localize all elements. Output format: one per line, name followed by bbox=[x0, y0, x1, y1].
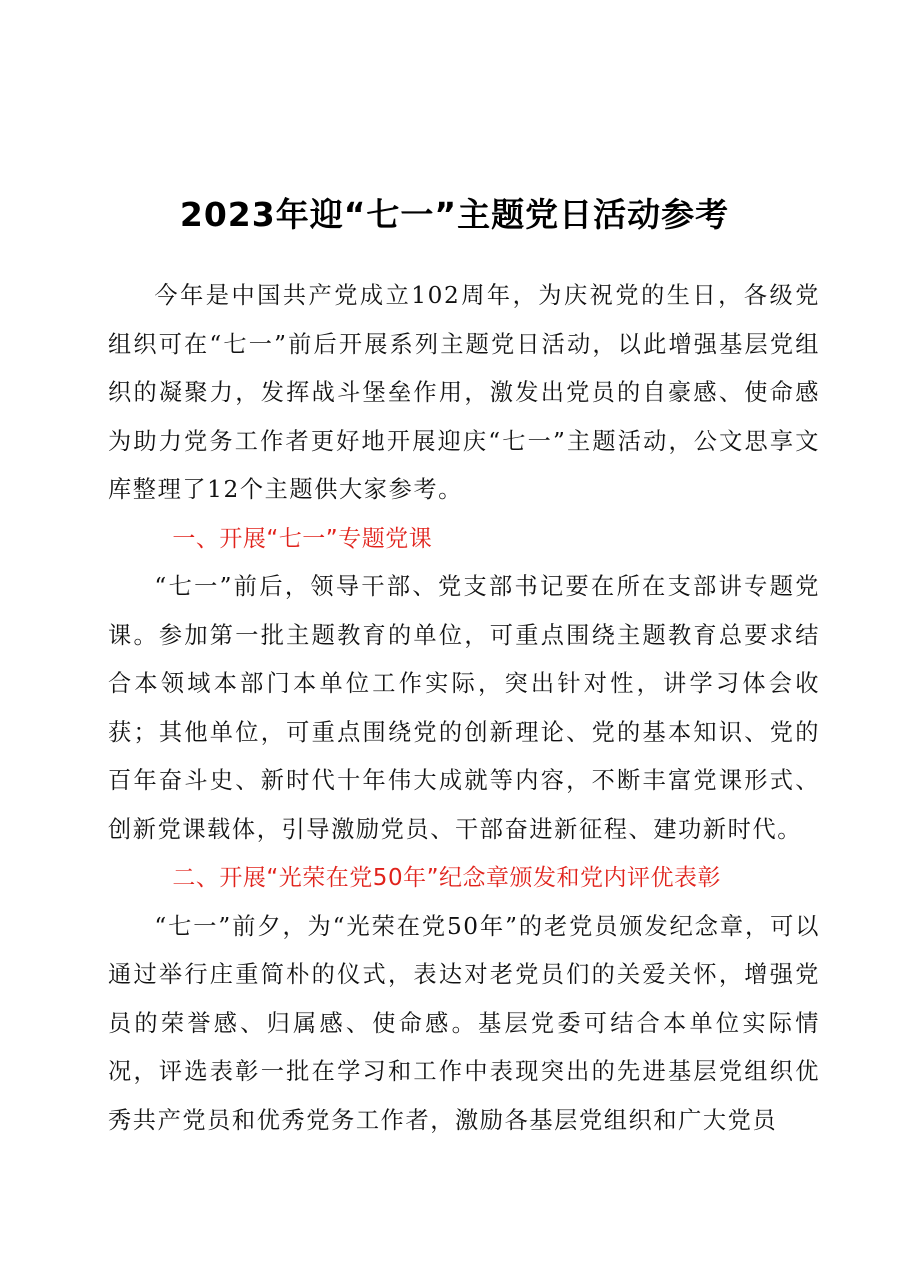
section-heading-2: 二、开展“光荣在党50年”纪念章颁发和党内评优表彰 bbox=[172, 865, 721, 891]
section-body-2: “七一”前夕，为“光荣在党50年”的老党员颁发纪念章，可以通过举行庄重简朴的仪式，表达对老党员们的关爱关怀，增强党员的荣誉感、归属感、使命感。基层党委可结合本单位实际情况，评选表彰一批在学习和工作中表现突出的先进基层党组织优秀共产党员和优秀党务工作者，激励各基层党组织和广大党员 bbox=[108, 912, 820, 1134]
section-body-1: “七一”前后，领导干部、党支部书记要在所在支部讲专题党课。参加第一批主题教育的单位，可重点围绕主题教育总要求结合本领域本部门本单位工作实际，突出针对性，讲学习体会收获；其他单位，可重点围绕党的创新理论、党的基本知识、党的百年奋斗史、新时代十年伟大成就等内容，不断丰富党课形式、创新党课载体，引导激励党员、干部奋进新征程、建功新时代。 bbox=[108, 573, 820, 843]
intro-paragraph: 今年是中国共产党成立102周年，为庆祝党的生日，各级党组织可在“七一”前后开展系列主题党日活动，以此增强基层党组织的凝聚力，发挥战斗堡垒作用，激发出党员的自豪感、使命感为助力党务工作者更好地开展迎庆“七一”主题活动，公文思享文库整理了12个主题供大家参考。 bbox=[108, 282, 820, 503]
document-body bbox=[108, 272, 820, 1145]
document-title: 2023年迎“七一”主题党日活动参考 bbox=[179, 195, 730, 234]
section-heading-1: 一、开展“七一”专题党课 bbox=[172, 525, 433, 552]
